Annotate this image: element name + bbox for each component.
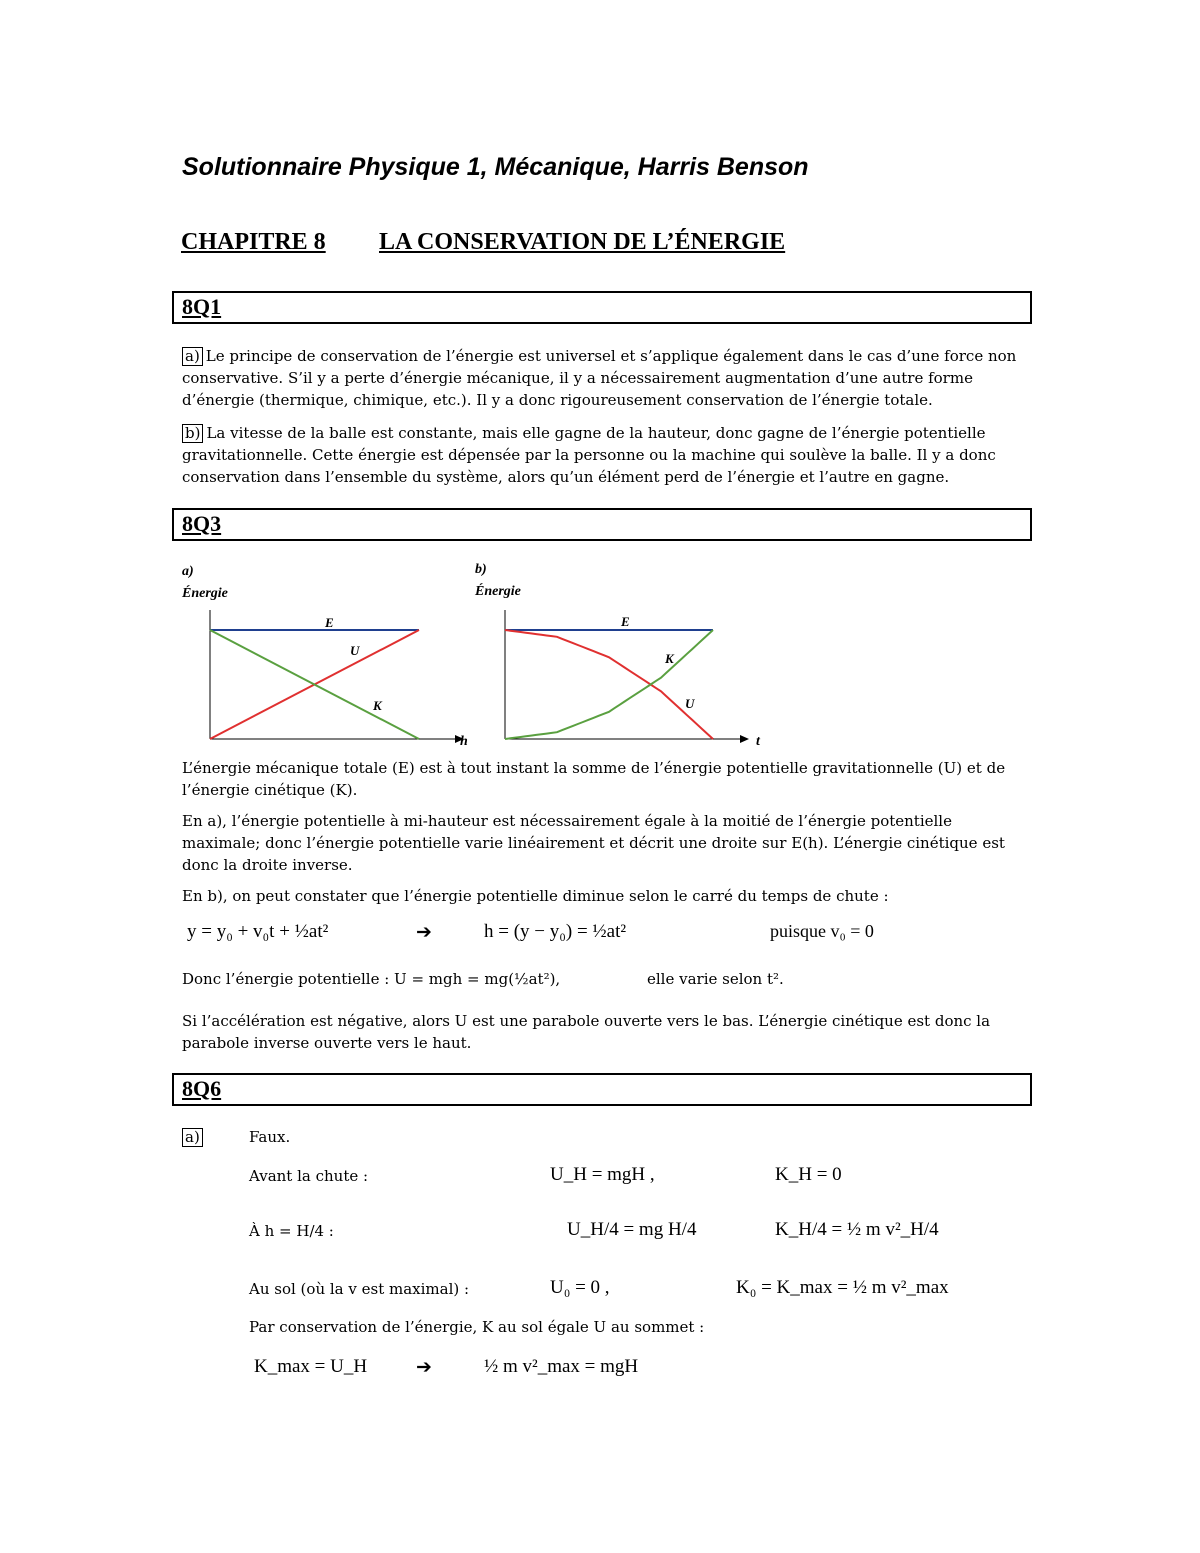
question-header-8q1	[172, 291, 1032, 324]
energy-chart-a	[170, 555, 480, 755]
equation-potential-energy: Donc l’énergie potentielle : U = mgh = mg(½at²),	[182, 970, 561, 988]
chart-a-panel-label: a)	[182, 564, 194, 579]
conservation-statement: Par conservation de l’énergie, K au sol égale U au sommet :	[249, 1318, 705, 1336]
part-tag: b)	[182, 424, 203, 443]
label-ground: Au sol (où la v est maximal) :	[249, 1280, 470, 1298]
paragraph-energy-sum: L’énergie mécanique totale (E) est à tout instant la somme de l’énergie potentielle gravitationnelle (U) et de l’énergie cinétique (K).	[182, 759, 1006, 799]
label-before-fall: Avant la chute :	[249, 1167, 369, 1185]
chart-a-label-u: U	[350, 643, 360, 658]
chart-b-label-e: E	[621, 614, 630, 629]
potential-energy-note: elle varie selon t².	[647, 970, 784, 988]
answer-8q6-a-tag	[182, 1128, 206, 1147]
arrow-icon: ➔	[416, 1357, 432, 1378]
question-header-8q6	[172, 1073, 1032, 1106]
question-id: 8Q3	[182, 511, 222, 536]
chart-b-label-k: K	[665, 651, 674, 666]
answer-8q1-b	[182, 422, 1027, 488]
answer-8q1-a	[182, 345, 1027, 411]
equation-k-ground: K₀ = K_max = ½ m v²_max	[736, 1277, 949, 1298]
chapter-number: CHAPITRE 8	[181, 229, 326, 255]
answer-text: Le principe de conservation de l’énergie est universel et s’applique également dans le cas d’une force non conservative. S’il y a perte d’énergie mécanique, il y a nécessairement augmentation d’une autre forme d’énergie (thermique, chimique, etc.). Il y a donc rigoureusement conservation de l’énergie totale.	[182, 347, 1017, 409]
document-title: Solutionnaire Physique 1, Mécanique, Harris Benson	[182, 153, 809, 181]
answer-faux: Faux.	[249, 1128, 291, 1146]
chart-b-label-u: U	[685, 696, 695, 711]
question-id: 8Q1	[182, 294, 222, 319]
equation-condition: puisque v₀ = 0	[770, 921, 874, 941]
equation-k-h: K_H = 0	[775, 1164, 842, 1185]
equation-u-h: U_H = mgH ,	[550, 1164, 655, 1185]
chart-a-label-k: K	[373, 698, 382, 713]
chart-b-xlabel: t	[756, 734, 760, 749]
answer-text: La vitesse de la balle est constante, mais elle gagne de la hauteur, donc gagne de l’énergie potentielle gravitationnelle. Cette énergie est dépensée par la personne ou la machine qui soulève la balle. Il y a donc conservation dans l’ensemble du système, alors qu’un élément perd de l’énergie et l’autre en gagne.	[182, 424, 996, 486]
chart-b-panel-label: b)	[475, 562, 487, 577]
equation-u-ground: U₀ = 0 ,	[550, 1277, 610, 1298]
chart-a-xlabel: h	[460, 734, 468, 749]
equation-position: y = y₀ + v₀t + ½at²	[187, 921, 329, 942]
chart-b-svg	[465, 555, 775, 755]
energy-chart-b	[465, 555, 775, 755]
chart-b-series-k	[505, 630, 713, 739]
equation-u-quarter: U_H/4 = mg H/4	[567, 1219, 697, 1240]
part-tag: a)	[182, 1128, 203, 1147]
paragraph-parabola: Si l’accélération est négative, alors U est une parabole ouverte vers le bas. L’énergie cinétique est donc la parabole inverse ouverte vers le haut.	[182, 1012, 991, 1052]
equation-height: h = (y − y₀) = ½at²	[484, 921, 627, 942]
question-header-8q3	[172, 508, 1032, 541]
chart-b-ylabel: Énergie	[475, 584, 521, 599]
equation-final: ½ m v²_max = mgH	[484, 1356, 639, 1377]
chart-b-x-arrow	[740, 735, 749, 743]
chart-b-series-u	[505, 630, 713, 739]
chart-a-ylabel: Énergie	[182, 586, 228, 601]
equation-kmax: K_max = U_H	[254, 1356, 368, 1377]
paragraph-case-b: En b), on peut constater que l’énergie potentielle diminue selon le carré du temps de chute :	[182, 887, 889, 905]
arrow-icon: ➔	[416, 922, 432, 943]
chapter-title: LA CONSERVATION DE L’ÉNERGIE	[379, 229, 786, 255]
label-quarter-height: À h = H/4 :	[249, 1222, 334, 1240]
paragraph-case-a: En a), l’énergie potentielle à mi-hauteur est nécessairement égale à la moitié de l’énergie potentielle maximale; donc l’énergie potentielle varie linéairement et décrit une droite sur E(h). L’énergie cinétique est donc la droite inverse.	[182, 812, 1005, 874]
chart-a-label-e: E	[325, 615, 334, 630]
part-tag: a)	[182, 347, 203, 366]
equation-k-quarter: K_H/4 = ½ m v²_H/4	[775, 1219, 939, 1240]
question-id: 8Q6	[182, 1076, 222, 1101]
chart-a-svg	[170, 555, 480, 755]
